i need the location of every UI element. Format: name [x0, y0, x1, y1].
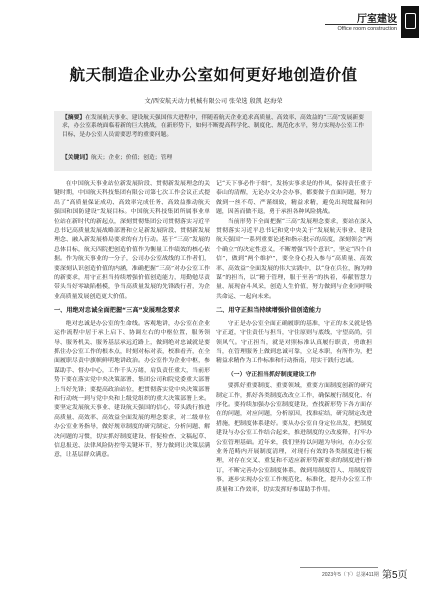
keywords-label: 【关键词】 [62, 155, 91, 161]
article-byline: 文/西安航天动力机械有限公司 张荣选 殷凯 赵海荣 [144, 98, 283, 105]
section-header [323, 6, 419, 38]
section-heading: 一、用绝对忠诚全面把握“三高”发展理念要求 [54, 307, 180, 315]
issue-info: 2023年5（下）总第411期 [322, 572, 379, 578]
section-title: 厅室建设 [325, 10, 397, 25]
abstract-text: 在发展航天事业、建设航天强国伟大进程中，伴随着航天企业追求高质量、高效率、高效益的“三高”发展新要求，办公室系统面临着新的巨大挑战，在新形势下，如何不断提高科学化、制度化、规范化水平，努力实现办公室工作目标，是办公室人员需要思考的重要问题。 [62, 115, 364, 138]
paragraph: 守正是办公室全面正确履职的基准，守正的本义就是恪守正道，守住责任与担当，守住原则与底线，守望高尚，引领风气。守正担当，就是对照标准认真履行职责，勇敢担当，在管理服务上做到忠诚可靠，立足本职，有所作为，把精益求精作为工作标准和行动指南，用实干践行忠诚。 [216, 320, 372, 365]
abstract-label: 【摘要】 [62, 115, 86, 121]
left-column [54, 180, 210, 461]
abstract-box [54, 111, 372, 171]
page-number: 第5页 [382, 570, 408, 581]
right-column [216, 180, 372, 495]
section-heading: 二、用守正担当持续增强价值创造能力 [216, 307, 322, 315]
keywords-text: 航天；企业；价值；创造；管理 [91, 155, 173, 161]
keywords [62, 154, 364, 162]
paragraph: 当前形势下全面把握“三高”发展理念要求，要站在深入贯彻落实习近平总书记和党中央关于“发展航天事业、建设航天强国”一系列重要论述和指示批示的高度，深刻领会“两个确立”的决定性意义，不断增强“四个意识”，坚定“四个自信”，做到“两个维护”，要全身心投入参与“高质量、高效率、高效益”全面发展的伟大实践中，以“身在兵位，胸为帅谋”的担当，以“精于管理，服于至善”的执着，奉献智慧力量、展现奋斗风采，创造人生价值，努力做到与企业同呼吸共命运、一起向未来。 [216, 218, 372, 300]
paragraph: 在中国航天事业站位新发展阶段、贯彻新发展理念的关键时期，中国航天科技集团有限公司第七次工作会议正式提出了“高质量保证成功、高效率完成任务、高效益推动航天强国和国防建设”发展目标。中国航天科技集团所属事业单位站在新时代的新起点，深刻贯彻集团公司贯彻落实习近平总书记高质量发展战略部署和立足新发展阶段、贯彻新发展理念、融入新发展格局要求的有力行动。基于“三高”发展的总体目标，航天四院把创造价值作为衡量工作绩效的核心依据。作为航天事业的一分子，公司办公室战线的工作者们，要深刻认识创造价值的内涵，准确把握“三高”对办公室工作的新要求，用守正担当持续增强价值创造能力，用勤勉尽责带头当好零缺陷楷模，争当高质量发展的先锋践行者，为企业高质量发展创造更大价值。 [54, 181, 210, 300]
abstract [62, 114, 364, 139]
section-subtitle: Office room construction [337, 26, 397, 32]
article-title: 航天制造企业办公室如何更好地创造价值 [69, 66, 358, 84]
paragraph: 记“天下事必作于细”，发扬实事求是的作风，保持责任重于泰山的清醒，无论办文办会办事，都要做于直面问题，努力做到一丝不苟、严谨细致，精益求精，避免出现纰漏和问题，因善而做不退，勇于承担各种风险挑战。 [216, 181, 372, 216]
footer-divider [300, 567, 378, 568]
section-logo-icon [401, 6, 419, 38]
paragraph: 绝对忠诚是办公室的生命线。客观地讲，办公室在企业运作流程中居于承上启下、协调左右的中枢位置，服务领导、服务机关、服务基层承远近路上，做到绝对忠诚就是要抓住办公室工作的根本点，时刻对标对表，校准看齐，在全面履职尽责中旗帜鲜明地讲政治。办公室作为企业中枢，参谋助手、督办中心，工作千头万绪，肩负责任重大，当前形势下要在落实党中央决策部署、集团公司和院党委重大部署上当好先锋；要提高政治站位，把贯彻落实党中央决策部署和行动统一到与党中央和上级党组织的重大决策部署上来。要坚定发展航天事业、建设航天强国的信心，带头践行推进高质量、高效率、高效益全面发展的理念要求，对二级单位办公室业务指导，做好规章制度的研究制定、分析问题、解决问题的习惯，切实抓好制度建设、督促检查、文稿起草、信息报送、法律风险防控等关键环节，努力做到让决策层满意，让基层群众满意。 [54, 320, 210, 459]
subsection-heading: （一）守正担当抓好制度建设工作 [227, 370, 317, 378]
paragraph: 要抓好重要制度、重要领域，重要方面制度创新的研究制定工作，抓好各类制度改改立工作，确保履行制度化、有序化。要持续加强办公室制度建设，查找新形势下各方面存在的问题，对应问题，分析原因，找准症结，研究制定改进措施，把制度体系建好。要从办公室自身定位出发，把制度建设与办公室工作结合起来，推进制度的立改废释，打牢办公室管理基础。近年来，我们坚持以问题为导向，在办公室业务范畴内开展制度清理，对现行有效的各类制度进行梳理，对存在交叉、重复和不适应新形势新要求的制度进行修订，不断完善办公室制度体系，做到用制度管人、用制度管事，逐步实现办公室工作规范化、标准化，提升办公室工作质量和工作效率，切实发挥好参谋助手作用。 [216, 383, 372, 493]
